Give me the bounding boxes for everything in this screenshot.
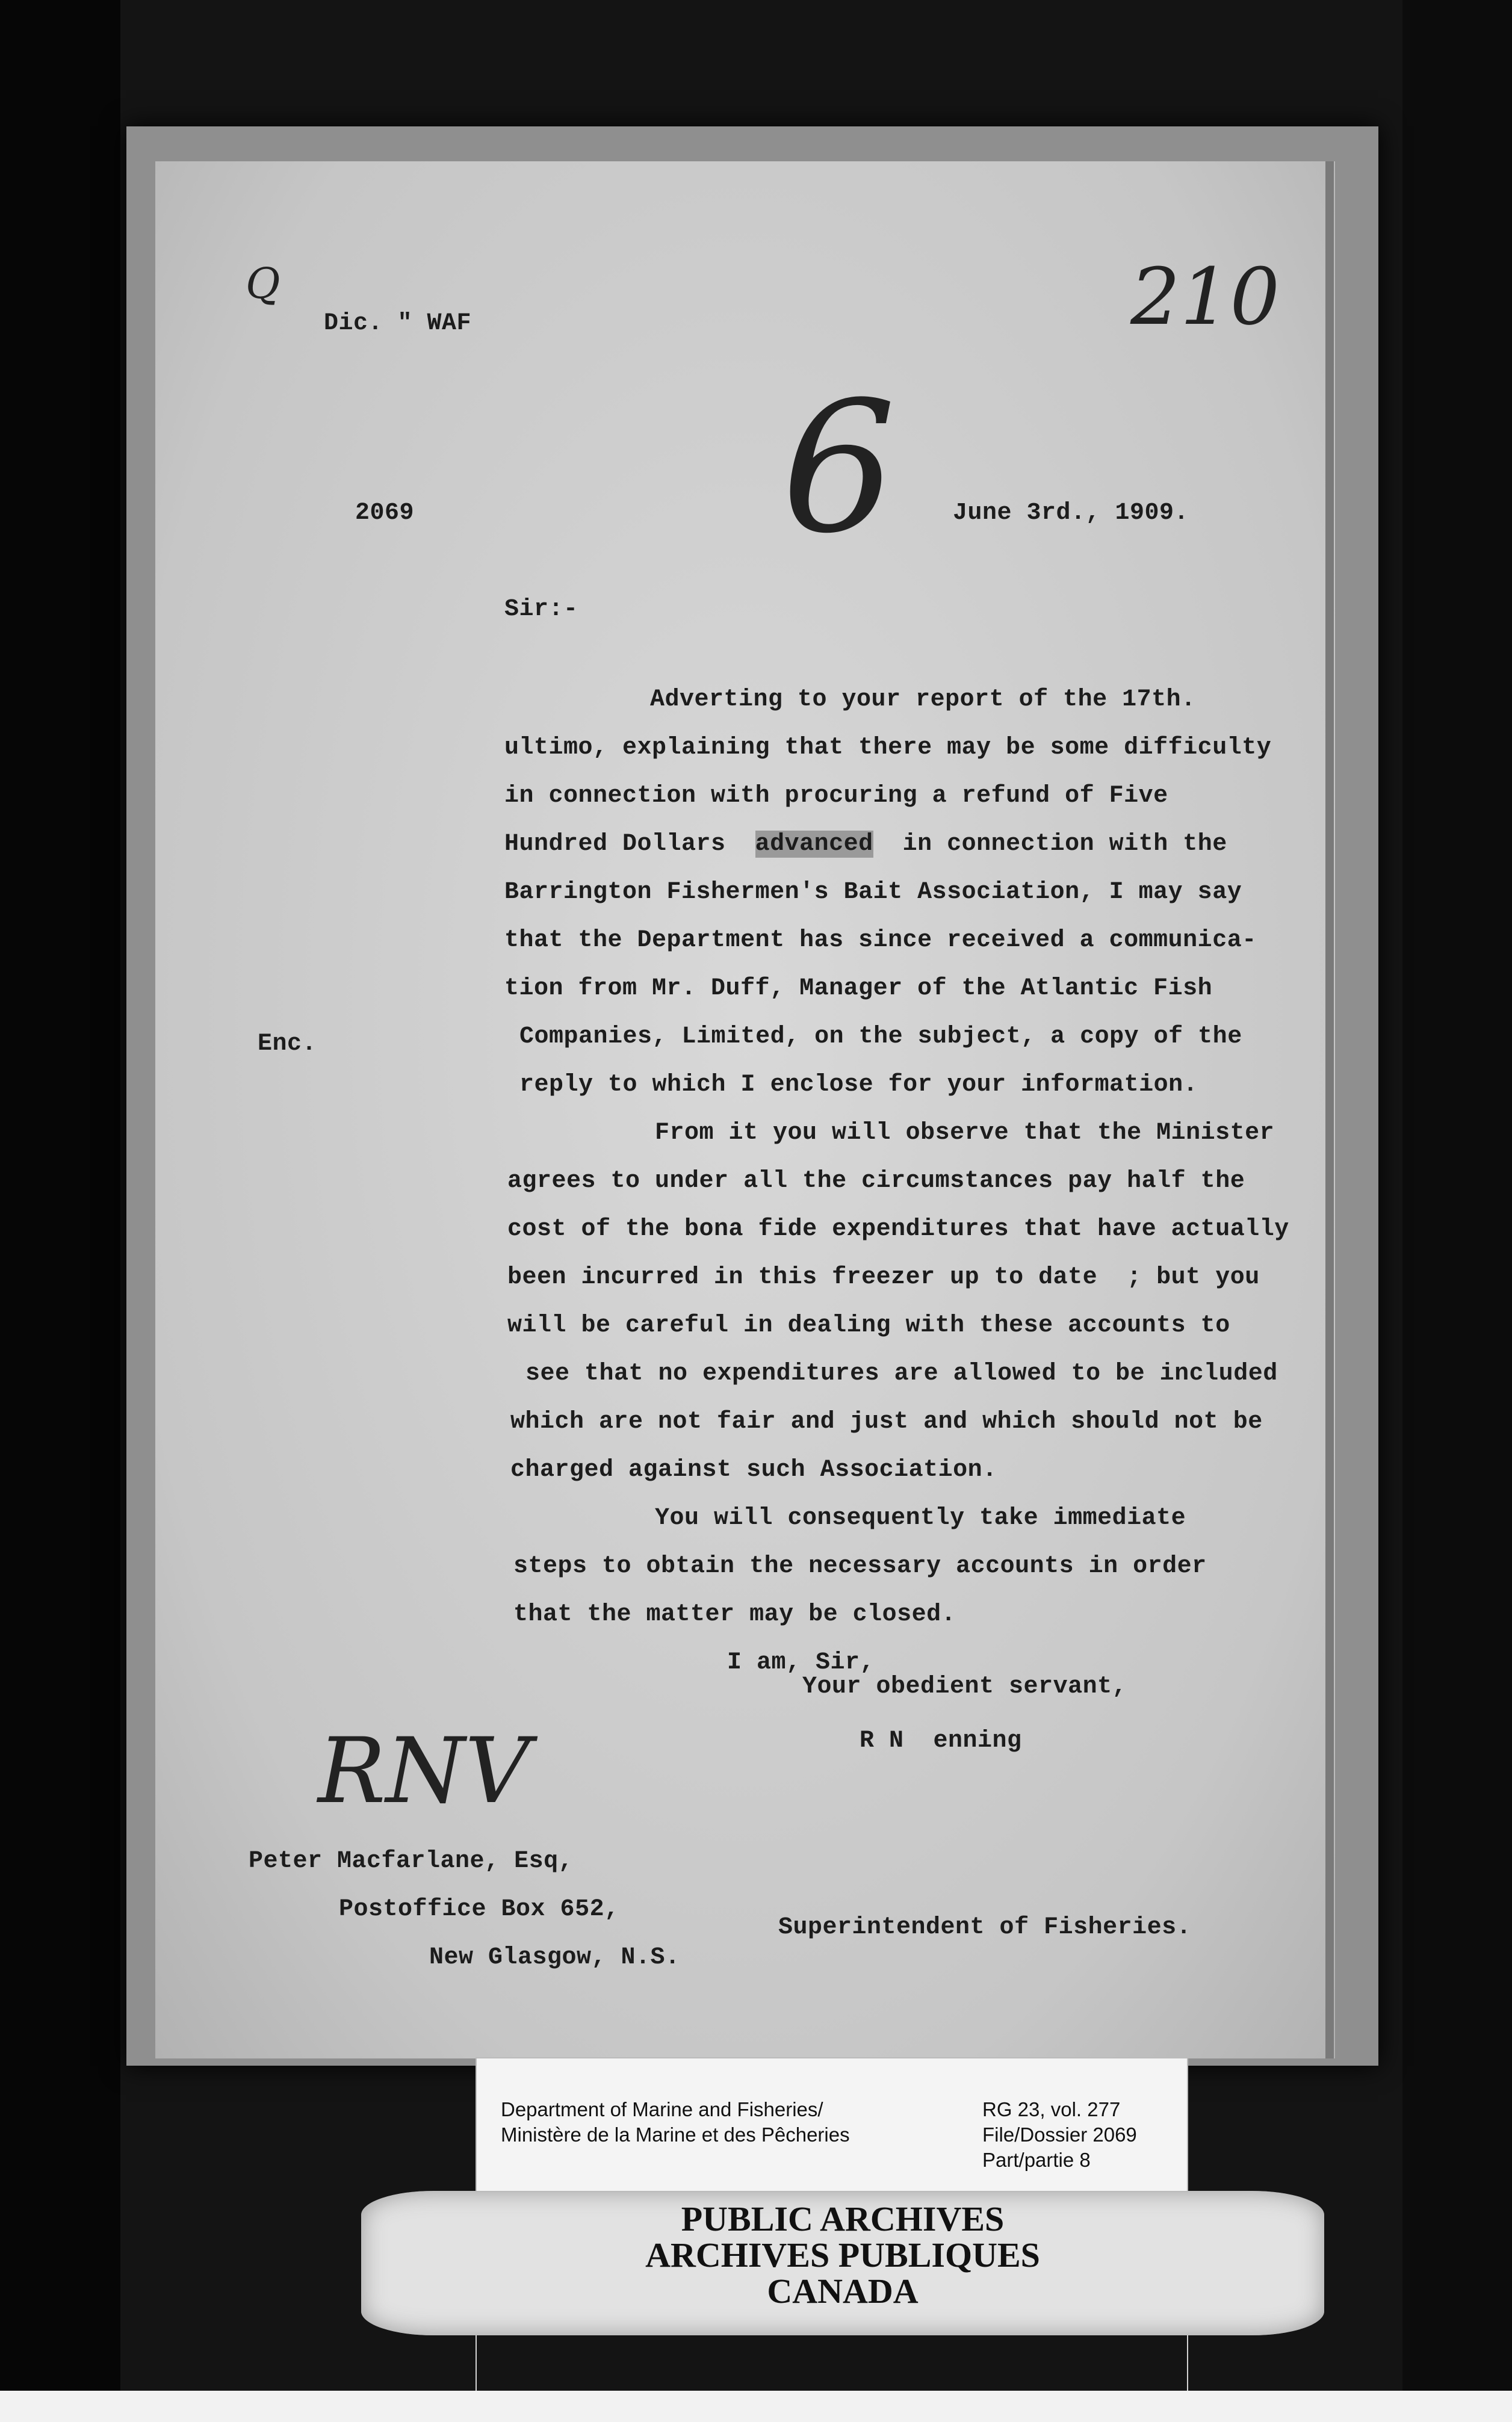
body-line: been incurred in this freezer up to date ; but you (507, 1264, 1260, 1291)
archives-stamp (361, 2191, 1324, 2335)
addressee-line: Peter Macfarlane, Esq, (249, 1848, 574, 1875)
page-edge (1325, 161, 1334, 2058)
body-line: will be careful in dealing with these accounts to (507, 1312, 1230, 1339)
handwritten-initials: RNV (318, 1719, 530, 1824)
handwritten-page-number: 210 (1130, 251, 1280, 342)
enclosure-mark: Enc. (258, 1030, 317, 1058)
body-line: charged against such Association. (510, 1457, 997, 1484)
reference-line: File/Dossier 2069 (982, 2123, 1137, 2146)
archive-label (476, 2057, 1188, 2192)
body-line: Adverting to your report of the 17th. (650, 686, 1196, 713)
typed-signature: R N enning (860, 1727, 1022, 1755)
body-line: Companies, Limited, on the subject, a copy of the (519, 1023, 1242, 1050)
body-text: Hundred Dollars (504, 831, 726, 858)
body-line: in connection with procuring a refund of Five (504, 782, 1168, 810)
body-line: reply to which I enclose for your information. (519, 1071, 1198, 1098)
right-border (1402, 0, 1512, 2422)
body-line: cost of the bona fide expenditures that have actually (507, 1216, 1289, 1243)
body-line: Barrington Fishermen's Bait Association, I may say (504, 879, 1242, 906)
reference-line: RG 23, vol. 277 (982, 2098, 1121, 2120)
body-line: that the Department has since received a communica- (504, 927, 1257, 954)
letter-date: June 3rd., 1909. (953, 500, 1189, 527)
signatory-title: Superintendent of Fisheries. (778, 1914, 1192, 1941)
closing-line: Your obedient servant, (802, 1673, 1127, 1700)
addressee-line: Postoffice Box 652, (339, 1896, 619, 1923)
handwritten-mark: 6 (781, 363, 896, 573)
body-line: From it you will observe that the Minister (655, 1120, 1275, 1147)
department-line: Department of Marine and Fisheries/ (501, 2098, 823, 2120)
body-text: in connection with the (902, 831, 1227, 858)
body-line: You will consequently take immediate (655, 1505, 1186, 1532)
body-line: agrees to under all the circumstances pay half the (507, 1168, 1245, 1195)
bottom-strip (0, 2391, 1512, 2422)
department-line: Ministère de la Marine et des Pêcheries (501, 2123, 850, 2146)
reference-line: Part/partie 8 (982, 2149, 1091, 2171)
body-line: that the matter may be closed. (513, 1601, 956, 1628)
body-line: ultimo, explaining that there may be some difficulty (504, 734, 1272, 761)
letter-page (155, 161, 1335, 2058)
dictation-line: Dic. " WAF (324, 310, 472, 337)
highlighted-word: advanced (755, 831, 873, 858)
addressee-line: New Glasgow, N.S. (429, 1944, 680, 1971)
corner-mark: Q (246, 259, 280, 308)
stamp-line: ARCHIVES PUBLIQUES (645, 2235, 1040, 2275)
salutation: Sir:- (504, 596, 578, 623)
left-border (0, 0, 120, 2422)
stamp-line: PUBLIC ARCHIVES (681, 2199, 1005, 2238)
body-line: tion from Mr. Duff, Manager of the Atlantic Fish (504, 975, 1213, 1002)
stamp-line: CANADA (767, 2272, 919, 2311)
body-line: steps to obtain the necessary accounts in order (513, 1553, 1207, 1580)
closing-line: I am, Sir, (727, 1649, 875, 1676)
body-line: see that no expenditures are allowed to be included (525, 1360, 1278, 1387)
file-number: 2069 (355, 500, 415, 527)
body-line: which are not fair and just and which should not be (510, 1408, 1263, 1436)
body-line (504, 832, 1227, 856)
